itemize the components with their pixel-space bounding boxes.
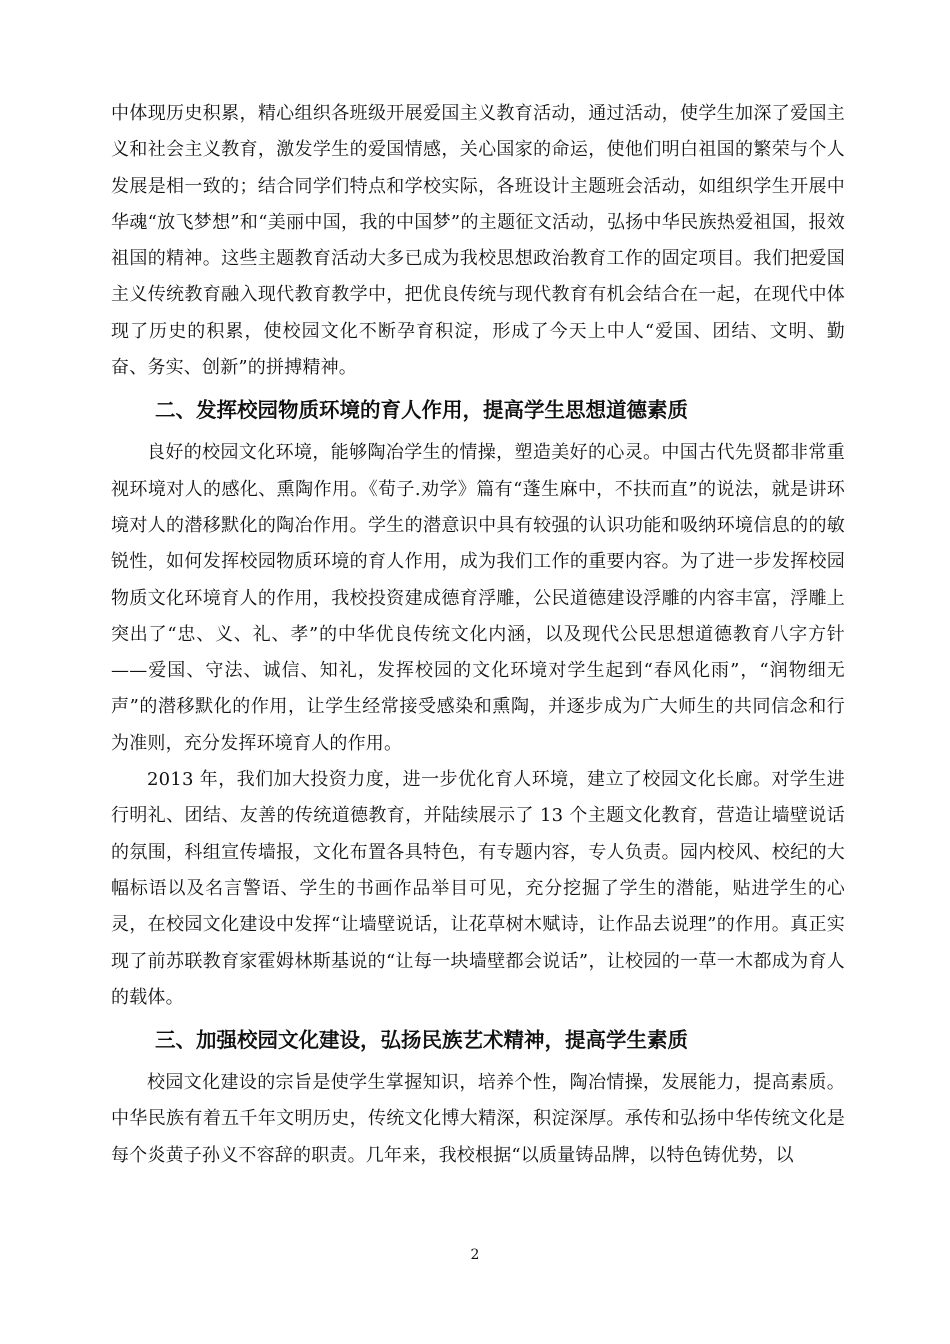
document-body xyxy=(111,96,845,1174)
section-heading: 三、加强校园文化建设，弘扬民族艺术精神，提高学生素质 xyxy=(155,1028,688,1053)
body-paragraph: 校园文化建设的宗旨是使学生掌握知识，培养个性，陶冶情操，发展能力，提高素质。中华民族有着五千年文明历史，传统文化博大精深，积淀深厚。承传和弘扬中华传统文化是每个炎黄子孙义不容辞的职责。几年来，我校根据“以质量铸品牌，以特色铸优势，以 xyxy=(111,1072,845,1166)
page-number: 2 xyxy=(470,1247,480,1263)
section-heading: 二、发挥校园物质环境的育人作用，提高学生思想道德素质 xyxy=(155,398,688,423)
body-paragraph: 中体现历史积累，精心组织各班级开展爱国主义教育活动，通过活动，使学生加深了爱国主义和社会主义教育，激发学生的爱国情感，关心国家的命运，使他们明白祖国的繁荣与个人发展是相一致的；结合同学们特点和学校实际，各班设计主题班会活动，如组织学生开展中华魂“放飞梦想”和“美丽中国，我的中国梦”的主题征文活动，弘扬中华民族热爱祖国，报效祖国的精神。这些主题教育活动大多已成为我校思想政治教育工作的固定项目。我们把爱国主义传统教育融入现代教育教学中，把优良传统与现代教育有机会结合在一起，在现代中体现了历史的积累，使校园文化不断孕育积淀，形成了今天上中人“爱国、团结、文明、勤奋、务实、创新”的拼搏精神。 xyxy=(111,103,845,379)
body-paragraph: 2013 年，我们加大投资力度，进一步优化育人环境，建立了校园文化长廊。对学生进行明礼、团结、友善的传统道德教育，并陆续展示了 13 个主题文化教育，营造让墙壁说话的氛围，科组宣传墙报，文化布置各具特色，有专题内容，专人负责。园内校风、校纪的大幅标语以及名言警语、学生的书画作品举目可见，充分挖掘了学生的潜能，贴进学生的心灵，在校园文化建设中发挥“让墙壁说话，让花草树木赋诗，让作品去说理”的作用。真正实现了前苏联教育家霍姆林斯基说的“让每一块墙壁都会说话”，让校园的一草一木都成为育人的载体。 xyxy=(111,769,845,1008)
body-paragraph: 良好的校园文化环境，能够陶冶学生的情操，塑造美好的心灵。中国古代先贤都非常重视环境对人的感化、熏陶作用。《荀子.劝学》篇有“蓬生麻中，不扶而直”的说法，就是讲环境对人的潜移默化的陶冶作用。学生的潜意识中具有较强的认识功能和吸纳环境信息的的敏锐性，如何发挥校园物质环境的育人作用，成为我们工作的重要内容。为了进一步发挥校园物质文化环境育人的作用，我校投资建成德育浮雕，公民道德建设浮雕的内容丰富，浮雕上突出了“忠、义、礼、孝”的中华优良传统文化内涵，以及现代公民思想道德教育八字方针——爱国、守法、诚信、知礼，发挥校园的文化环境对学生起到“春风化雨”，“润物细无声”的潜移默化的作用，让学生经常接受感染和熏陶，并逐步成为广大师生的共同信念和行为准则，充分发挥环境育人的作用。 xyxy=(111,442,845,754)
